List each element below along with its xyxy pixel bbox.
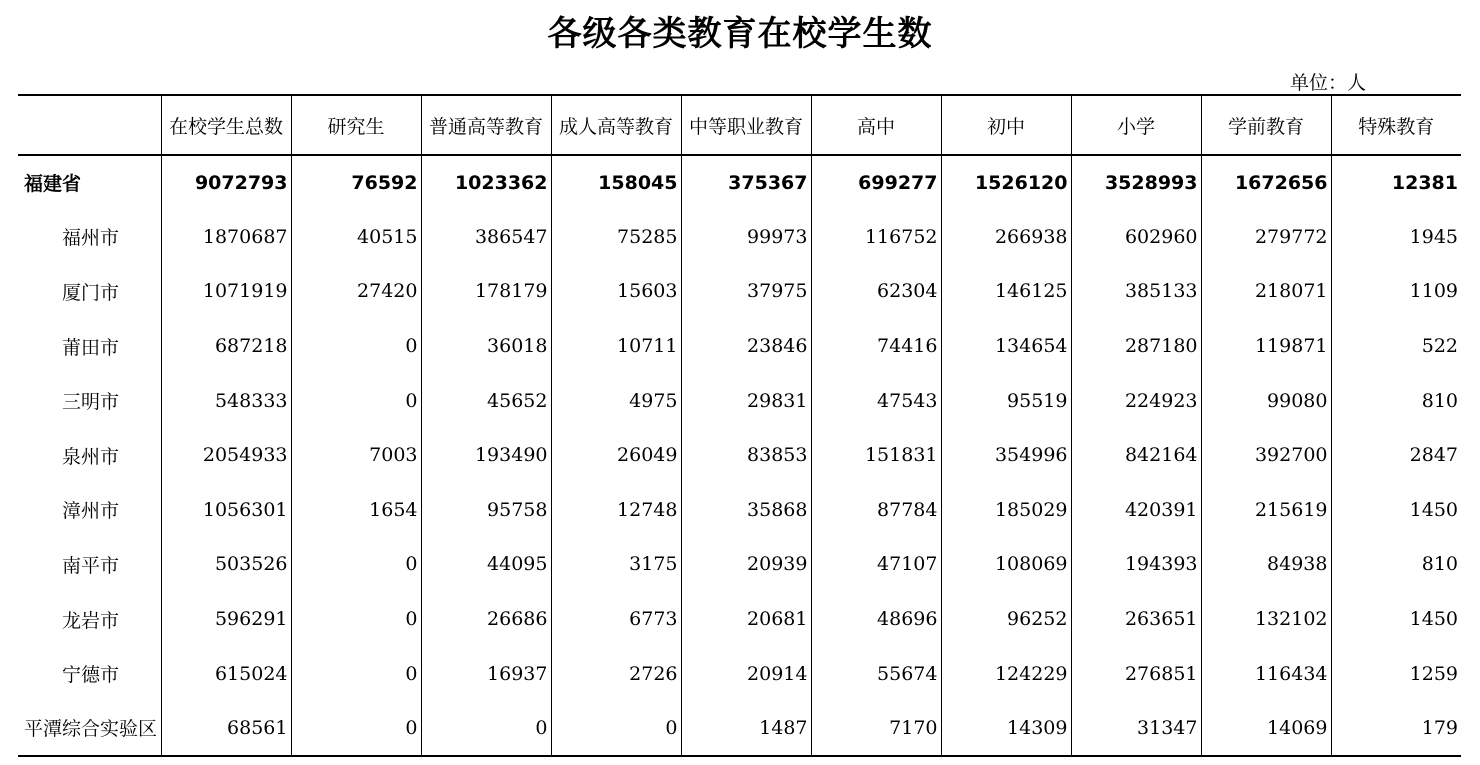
value-cell: 386547 — [421, 210, 551, 265]
value-cell: 1945 — [1331, 210, 1461, 265]
value-cell: 1071919 — [161, 264, 291, 319]
value-cell: 76592 — [291, 155, 421, 210]
value-cell: 6773 — [551, 592, 681, 647]
value-cell: 15603 — [551, 264, 681, 319]
value-cell: 9072793 — [161, 155, 291, 210]
value-cell: 124229 — [941, 646, 1071, 701]
value-cell: 55674 — [811, 646, 941, 701]
value-cell: 385133 — [1071, 264, 1201, 319]
value-cell: 0 — [421, 701, 551, 756]
value-cell: 602960 — [1071, 210, 1201, 265]
value-cell: 20914 — [681, 646, 811, 701]
value-cell: 20939 — [681, 537, 811, 592]
value-cell: 96252 — [941, 592, 1071, 647]
value-cell: 0 — [291, 646, 421, 701]
table-row — [18, 483, 1461, 538]
value-cell: 29831 — [681, 373, 811, 428]
value-cell: 687218 — [161, 319, 291, 374]
value-cell: 12748 — [551, 483, 681, 538]
region-name-cell: 福州市 — [62, 227, 120, 250]
value-cell: 810 — [1331, 537, 1461, 592]
value-cell: 68561 — [161, 701, 291, 756]
value-cell: 26686 — [421, 592, 551, 647]
value-cell: 522 — [1331, 319, 1461, 374]
value-cell: 2726 — [551, 646, 681, 701]
column-header-secondary-vocational: 中等职业教育 — [681, 95, 811, 155]
value-cell: 45652 — [421, 373, 551, 428]
region-name-cell: 莆田市 — [62, 336, 120, 359]
value-cell: 4975 — [551, 373, 681, 428]
value-cell: 185029 — [941, 483, 1071, 538]
column-header-total: 在校学生总数 — [161, 95, 291, 155]
column-header-region — [18, 95, 161, 155]
value-cell: 2847 — [1331, 428, 1461, 483]
value-cell: 266938 — [941, 210, 1071, 265]
value-cell: 263651 — [1071, 592, 1201, 647]
column-header-special-ed: 特殊教育 — [1331, 95, 1461, 155]
value-cell: 44095 — [421, 537, 551, 592]
value-cell: 0 — [551, 701, 681, 756]
value-cell: 134654 — [941, 319, 1071, 374]
column-header-preschool: 学前教育 — [1201, 95, 1331, 155]
value-cell: 1450 — [1331, 592, 1461, 647]
table-row — [18, 373, 1461, 428]
value-cell: 26049 — [551, 428, 681, 483]
value-cell: 1870687 — [161, 210, 291, 265]
value-cell: 1654 — [291, 483, 421, 538]
value-cell: 615024 — [161, 646, 291, 701]
student-count-table — [18, 94, 1461, 757]
value-cell: 14069 — [1201, 701, 1331, 756]
value-cell: 0 — [291, 592, 421, 647]
value-cell: 47107 — [811, 537, 941, 592]
table-row — [18, 264, 1461, 319]
value-cell: 0 — [291, 319, 421, 374]
region-name-cell: 南平市 — [62, 554, 120, 577]
header-row — [18, 95, 1461, 155]
value-cell: 108069 — [941, 537, 1071, 592]
table-row — [18, 537, 1461, 592]
column-header-junior-high: 初中 — [941, 95, 1071, 155]
value-cell: 810 — [1331, 373, 1461, 428]
value-cell: 375367 — [681, 155, 811, 210]
value-cell: 74416 — [811, 319, 941, 374]
value-cell: 1259 — [1331, 646, 1461, 701]
column-header-primary: 小学 — [1071, 95, 1201, 155]
value-cell: 151831 — [811, 428, 941, 483]
value-cell: 503526 — [161, 537, 291, 592]
page-title: 各级各类教育在校学生数 — [547, 14, 933, 54]
table-row-total — [18, 155, 1461, 210]
region-name-cell: 厦门市 — [62, 281, 120, 304]
value-cell: 14309 — [941, 701, 1071, 756]
value-cell: 1109 — [1331, 264, 1461, 319]
value-cell: 119871 — [1201, 319, 1331, 374]
value-cell: 2054933 — [161, 428, 291, 483]
value-cell: 276851 — [1071, 646, 1201, 701]
value-cell: 62304 — [811, 264, 941, 319]
value-cell: 27420 — [291, 264, 421, 319]
value-cell: 132102 — [1201, 592, 1331, 647]
value-cell: 48696 — [811, 592, 941, 647]
value-cell: 16937 — [421, 646, 551, 701]
value-cell: 596291 — [161, 592, 291, 647]
table-row — [18, 646, 1461, 701]
unit-label: 单位：人 — [1290, 72, 1367, 94]
value-cell: 7003 — [291, 428, 421, 483]
value-cell: 20681 — [681, 592, 811, 647]
value-cell: 10711 — [551, 319, 681, 374]
value-cell: 158045 — [551, 155, 681, 210]
value-cell: 84938 — [1201, 537, 1331, 592]
value-cell: 37975 — [681, 264, 811, 319]
value-cell: 279772 — [1201, 210, 1331, 265]
value-cell: 3175 — [551, 537, 681, 592]
region-name-cell: 福建省 — [24, 173, 82, 196]
value-cell: 699277 — [811, 155, 941, 210]
value-cell: 0 — [291, 373, 421, 428]
column-header-regular-higher-ed: 普通高等教育 — [421, 95, 551, 155]
region-name-cell: 泉州市 — [62, 445, 120, 468]
value-cell: 392700 — [1201, 428, 1331, 483]
value-cell: 218071 — [1201, 264, 1331, 319]
value-cell: 548333 — [161, 373, 291, 428]
value-cell: 95519 — [941, 373, 1071, 428]
column-header-postgraduate: 研究生 — [291, 95, 421, 155]
value-cell: 116752 — [811, 210, 941, 265]
value-cell: 116434 — [1201, 646, 1331, 701]
value-cell: 87784 — [811, 483, 941, 538]
value-cell: 420391 — [1071, 483, 1201, 538]
value-cell: 1526120 — [941, 155, 1071, 210]
value-cell: 1487 — [681, 701, 811, 756]
value-cell: 179 — [1331, 701, 1461, 756]
column-header-senior-high: 高中 — [811, 95, 941, 155]
value-cell: 12381 — [1331, 155, 1461, 210]
value-cell: 215619 — [1201, 483, 1331, 538]
region-name-cell: 龙岩市 — [62, 609, 120, 632]
value-cell: 40515 — [291, 210, 421, 265]
value-cell: 354996 — [941, 428, 1071, 483]
value-cell: 0 — [291, 537, 421, 592]
value-cell: 194393 — [1071, 537, 1201, 592]
value-cell: 178179 — [421, 264, 551, 319]
value-cell: 224923 — [1071, 373, 1201, 428]
value-cell: 146125 — [941, 264, 1071, 319]
value-cell: 99080 — [1201, 373, 1331, 428]
value-cell: 1672656 — [1201, 155, 1331, 210]
table-row — [18, 701, 1461, 756]
region-name-cell: 宁德市 — [62, 664, 120, 687]
table-row — [18, 428, 1461, 483]
value-cell: 1023362 — [421, 155, 551, 210]
value-cell: 47543 — [811, 373, 941, 428]
region-name-cell: 漳州市 — [62, 500, 120, 523]
value-cell: 0 — [291, 701, 421, 756]
value-cell: 23846 — [681, 319, 811, 374]
column-header-adult-higher-ed: 成人高等教育 — [551, 95, 681, 155]
value-cell: 36018 — [421, 319, 551, 374]
value-cell: 3528993 — [1071, 155, 1201, 210]
value-cell: 193490 — [421, 428, 551, 483]
value-cell: 31347 — [1071, 701, 1201, 756]
value-cell: 99973 — [681, 210, 811, 265]
table-row — [18, 210, 1461, 265]
value-cell: 7170 — [811, 701, 941, 756]
value-cell: 83853 — [681, 428, 811, 483]
region-name-cell: 三明市 — [62, 391, 120, 414]
value-cell: 287180 — [1071, 319, 1201, 374]
table-row — [18, 319, 1461, 374]
region-name-cell: 平潭综合实验区 — [18, 701, 161, 756]
value-cell: 842164 — [1071, 428, 1201, 483]
value-cell: 1056301 — [161, 483, 291, 538]
value-cell: 75285 — [551, 210, 681, 265]
table-row — [18, 592, 1461, 647]
value-cell: 1450 — [1331, 483, 1461, 538]
value-cell: 35868 — [681, 483, 811, 538]
value-cell: 95758 — [421, 483, 551, 538]
